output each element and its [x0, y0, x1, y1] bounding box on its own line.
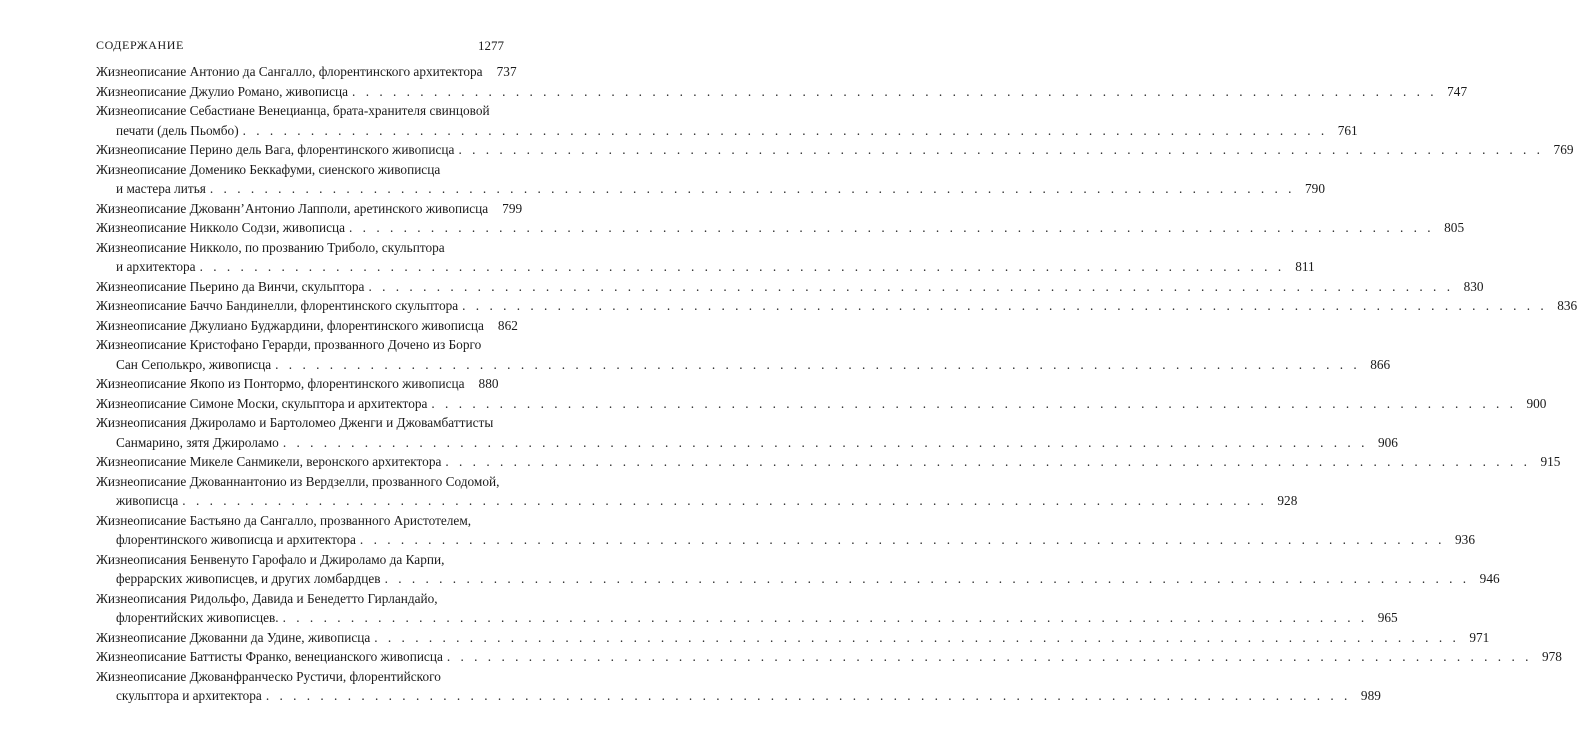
toc-entry: [96, 62, 517, 82]
toc-entry-line: [96, 530, 1475, 550]
toc-page-number: 830: [1463, 278, 1484, 294]
toc-entry: [96, 374, 499, 394]
toc-page-number: 946: [1479, 571, 1500, 586]
toc-entry-line: [96, 101, 496, 121]
toc-entry: [96, 296, 1577, 316]
toc-entry-line: [96, 628, 1490, 648]
toc-entry: [96, 335, 1391, 374]
dot-leader: . . . . . . . . . . . . . . . . . . . . . . . . . . . . . . . . . . . . . . . . . . . . . . . . . . . . . . . . . . . . . . . . . . . . . . . . . . . . . . . .: [462, 298, 1548, 313]
dot-leader: . . . . . . . . . . . . . . . . . . . . . . . . . . . . . . . . . . . . . . . . . . . . . . . . . . . . . . . . . . . . . . . . . . . . . . . . . . . . . . . .: [431, 395, 1517, 411]
dot-leader: . . . . . . . . . . . . . . . . . . . . . . . . . . . . . . . . . . . . . . . . . . . . . . . . . . . . . . . . . . . . . . . . . . . . . . . . . . . . . . . .: [275, 356, 1361, 372]
toc-entry-text: Жизнеописание Симоне Моски, скульптора и архитектора: [96, 395, 428, 411]
toc-entry-line: [96, 608, 1398, 628]
toc-entry-text: скульптора и архитектора: [116, 688, 262, 703]
toc-entry-text: Жизнеописание Баччо Бандинелли, флорентинского скульптора: [96, 298, 459, 313]
toc-entry: [96, 101, 1358, 140]
toc-entry-line: [96, 647, 1562, 667]
toc-entry-text: Жизнеописание Джованфранческо Рустичи, флорентийского: [96, 668, 441, 684]
table-of-contents: [96, 62, 1577, 706]
toc-page-number: 906: [1377, 434, 1398, 450]
toc-entry-line: [96, 511, 496, 531]
toc-entry-text: флорентийских живописцев.: [116, 610, 279, 625]
toc-page-number: 769: [1553, 142, 1574, 157]
toc-entry-text: Жизнеописание Джулио Романо, живописца: [96, 83, 349, 99]
toc-entry-text: Жизнеописание Джулиано Буджардини, флорентинского живописца: [96, 317, 484, 333]
dot-leader: . . . . . . . . . . . . . . . . . . . . . . . . . . . . . . . . . . . . . . . . . . . . . . . . . . . . . . . . . . . . . . . . . . . . . . . . . . . . . . . .: [242, 122, 1328, 138]
toc-entry: [96, 277, 1484, 297]
dot-leader: . . . . . . . . . . . . . . . . . . . . . . . . . . . . . . . . . . . . . . . . . . . . . . . . . . . . . . . . . . . . . . . . . . . . . . . . . . . . . . . .: [446, 649, 1532, 664]
toc-entry-line: [96, 277, 1484, 297]
toc-entry-line: [96, 238, 496, 258]
toc-entry-line: [96, 335, 496, 355]
toc-entry-line: [96, 589, 496, 609]
toc-entry-text: флорентинского живописца и архитектора: [116, 532, 356, 547]
toc-entry-text: печати (дель Пьомбо): [116, 122, 239, 138]
dot-leader: . . . . . . . . . . . . . . . . . . . . . . . . . . . . . . . . . . . . . . . . . . . . . . . . . . . . . . . . . . . . . . . . . . . . . . . . . . . . . . . .: [282, 434, 1368, 450]
toc-entry-text: Жизнеописание Никколо Содзи, живописца: [96, 220, 346, 235]
toc-page-number: 978: [1541, 649, 1562, 664]
toc-entry: [96, 589, 1398, 628]
toc-entry-text: Жизнеописание Баттисты Франко, венецианского живописца: [96, 649, 443, 664]
toc-entry-line: [96, 550, 496, 570]
toc-page-number: 811: [1295, 259, 1315, 274]
toc-entry-text: феррарских живописцев, и других ломбардцев: [116, 571, 381, 586]
toc-entry: [96, 160, 1325, 199]
toc-page-number: 761: [1337, 122, 1358, 138]
toc-page-number: 862: [497, 317, 518, 333]
toc-entry-line: [96, 433, 1398, 453]
toc-entry-text: Жизнеописания Джироламо и Бартоломео Дженги и Джовамбаттисты: [96, 415, 494, 430]
toc-entry-line: [96, 452, 1561, 472]
dot-leader: . . . . . . . . . . . . . . . . . . . . . . . . . . . . . . . . . . . . . . . . . . . . . . . . . . . . . . . . . . . . . . . . . . . . . . . . . . . . . . . .: [282, 610, 1368, 625]
toc-entry-text: Жизнеописание Бастьяно да Сангалло, прозванного Аристотелем,: [96, 512, 472, 528]
dot-leader: . . . . . . . . . . . . . . . . . . . . . . . . . . . . . . . . . . . . . . . . . . . . . . . . . . . . . . . . . . . . . . . . . . . . . . . . . . . . . . . .: [458, 142, 1544, 157]
dot-leader: . . . . . . . . . . . . . . . . . . . . . . . . . . . . . . . . . . . . . . . . . . . . . . . . . . . . . . . . . . . . . . . . . . . . . . . . . . . . . . . .: [352, 83, 1438, 99]
toc-page-number: 880: [478, 376, 499, 391]
toc-page-number: 989: [1360, 688, 1381, 703]
toc-entry-line: [96, 491, 1298, 511]
toc-entry-line: [96, 160, 496, 180]
toc-entry: [96, 140, 1574, 160]
toc-page-number: 915: [1540, 454, 1561, 469]
toc-entry-text: Сан Сеполькро, живописца: [116, 356, 272, 372]
toc-entry-text: Жизнеописание Джованни да Удине, живописца: [96, 629, 371, 645]
toc-entry-text: Жизнеописание Перино дель Вага, флорентинского живописца: [96, 142, 455, 157]
toc-entry-text: Жизнеописание Доменико Беккафуми, сиенского живописца: [96, 161, 441, 177]
toc-entry-text: Санмарино, зятя Джироламо: [116, 434, 279, 450]
toc-entry-text: Жизнеописание Никколо, по прозванию Триболо, скульптора: [96, 239, 445, 255]
toc-entry-line: [96, 257, 1315, 277]
toc-entry-text: Жизнеописание Антонио да Сангалло, флорентинского архитектора: [96, 64, 483, 79]
toc-entry: [96, 452, 1561, 472]
toc-entry-line: [96, 413, 496, 433]
toc-entry: [96, 472, 1298, 511]
toc-page-number: 900: [1526, 395, 1547, 411]
dot-leader: . . . . . . . . . . . . . . . . . . . . . . . . . . . . . . . . . . . . . . . . . . . . . . . . . . . . . . . . . . . . . . . . . . . . . . . . . . . . . . . .: [374, 629, 1460, 645]
toc-entry-line: [96, 62, 517, 82]
toc-entry: [96, 628, 1490, 648]
dot-leader: . . . . . . . . . . . . . . . . . . . . . . . . . . . . . . . . . . . . . . . . . . . . . . . . . . . . . . . . . . . . . . . . . . . . . . . . . . . . . . . .: [368, 278, 1454, 294]
toc-entry-line: [96, 667, 496, 687]
dot-leader: . . . . . . . . . . . . . . . . . . . . . . . . . . . . . . . . . . . . . . . . . . . . . . . . . . . . . . . . . . . . . . . . . . . . . . . . . . . . . . . .: [384, 571, 1470, 586]
toc-page-number: 971: [1469, 629, 1490, 645]
dot-leader: . . . . . . . . . . . . . . . . . . . . . . . . . . . . . . . . . . . . . . . . . . . . . . . . . . . . . . . . . . . . . . . . . . . . . . . . . . . . . . . .: [445, 454, 1531, 469]
toc-entry-text: Жизнеописание Микеле Санмикели, веронского архитектора: [96, 454, 442, 469]
toc-entry-line: [96, 686, 1381, 706]
toc-entry: [96, 667, 1381, 706]
toc-page-number: 836: [1557, 298, 1577, 313]
toc-entry: [96, 316, 518, 336]
toc-entry-text: Жизнеописание Пьерино да Винчи, скульптора: [96, 278, 365, 294]
toc-entry: [96, 550, 1500, 589]
toc-entry-line: [96, 296, 1577, 316]
toc-page-number: 790: [1305, 181, 1325, 196]
dot-leader: . . . . . . . . . . . . . . . . . . . . . . . . . . . . . . . . . . . . . . . . . . . . . . . . . . . . . . . . . . . . . . . . . . . . . . . . . . . . . . . .: [265, 688, 1351, 703]
toc-entry-text: Жизнеописания Ридольфо, Давида и Бенедетто Гирландайо,: [96, 590, 438, 606]
toc-entry-text: и архитектора: [116, 259, 196, 274]
toc-entry: [96, 394, 1547, 414]
toc-entry-text: Жизнеописание Себастиане Венецианца, брата-хранителя свинцовой: [96, 103, 490, 118]
toc-page-number: 805: [1444, 220, 1465, 235]
page-number: 1277: [478, 38, 504, 53]
toc-page-number: 737: [496, 64, 517, 79]
toc-entry-line: [96, 140, 1574, 160]
toc-entry-text: живописца: [116, 493, 179, 508]
toc-entry-line: [96, 374, 499, 394]
toc-entry-text: Жизнеописание Якопо из Понтормо, флорентинского живописца: [96, 376, 465, 391]
toc-entry-line: [96, 218, 1465, 238]
dot-leader: . . . . . . . . . . . . . . . . . . . . . . . . . . . . . . . . . . . . . . . . . . . . . . . . . . . . . . . . . . . . . . . . . . . . . . . . . . . . . . . .: [182, 493, 1268, 508]
toc-page-number: 928: [1277, 493, 1298, 508]
toc-entry: [96, 647, 1562, 667]
toc-entry-text: Жизнеописание Кристофано Герарди, прозванного Дочено из Борго: [96, 337, 482, 352]
toc-entry-line: [96, 394, 1547, 414]
toc-entry: [96, 82, 1468, 102]
dot-leader: . . . . . . . . . . . . . . . . . . . . . . . . . . . . . . . . . . . . . . . . . . . . . . . . . . . . . . . . . . . . . . . . . . . . . . . . . . . . . . . .: [209, 181, 1295, 196]
toc-entry-line: [96, 179, 1325, 199]
toc-entry-line: [96, 569, 1500, 589]
toc-entry: [96, 218, 1465, 238]
toc-entry: [96, 199, 523, 219]
toc-page-number: 965: [1377, 610, 1398, 625]
dot-leader: . . . . . . . . . . . . . . . . . . . . . . . . . . . . . . . . . . . . . . . . . . . . . . . . . . . . . . . . . . . . . . . . . . . . . . . . . . . . . . . .: [359, 532, 1445, 547]
toc-entry-line: [96, 199, 523, 219]
toc-entry-line: [96, 316, 518, 336]
running-head: СОДЕРЖАНИЕ: [96, 38, 184, 52]
toc-entry: [96, 413, 1398, 452]
toc-page-number: 799: [502, 200, 523, 216]
toc-entry-text: Жизнеописание Джованн’Антонио Лапполи, аретинского живописца: [96, 200, 489, 216]
toc-page-number: 866: [1370, 356, 1391, 372]
toc-entry-line: [96, 82, 1468, 102]
toc-entry-text: и мастера литья: [116, 181, 206, 196]
dot-leader: . . . . . . . . . . . . . . . . . . . . . . . . . . . . . . . . . . . . . . . . . . . . . . . . . . . . . . . . . . . . . . . . . . . . . . . . . . . . . . . .: [199, 259, 1285, 274]
dot-leader: . . . . . . . . . . . . . . . . . . . . . . . . . . . . . . . . . . . . . . . . . . . . . . . . . . . . . . . . . . . . . . . . . . . . . . . . . . . . . . . .: [349, 220, 1435, 235]
toc-entry-line: [96, 121, 1358, 141]
toc-page-number: 747: [1447, 83, 1468, 99]
toc-entry-line: [96, 472, 500, 492]
toc-page-number: 936: [1455, 532, 1475, 547]
toc-entry-line: [96, 355, 1391, 375]
toc-entry-text: Жизнеописания Бенвенуто Гарофало и Джироламо да Карпи,: [96, 551, 445, 567]
toc-entry-text: Жизнеописание Джованнантонио из Вердзелли, прозванного Содомой,: [96, 473, 500, 489]
toc-entry: [96, 238, 1315, 277]
toc-entry: [96, 511, 1475, 550]
